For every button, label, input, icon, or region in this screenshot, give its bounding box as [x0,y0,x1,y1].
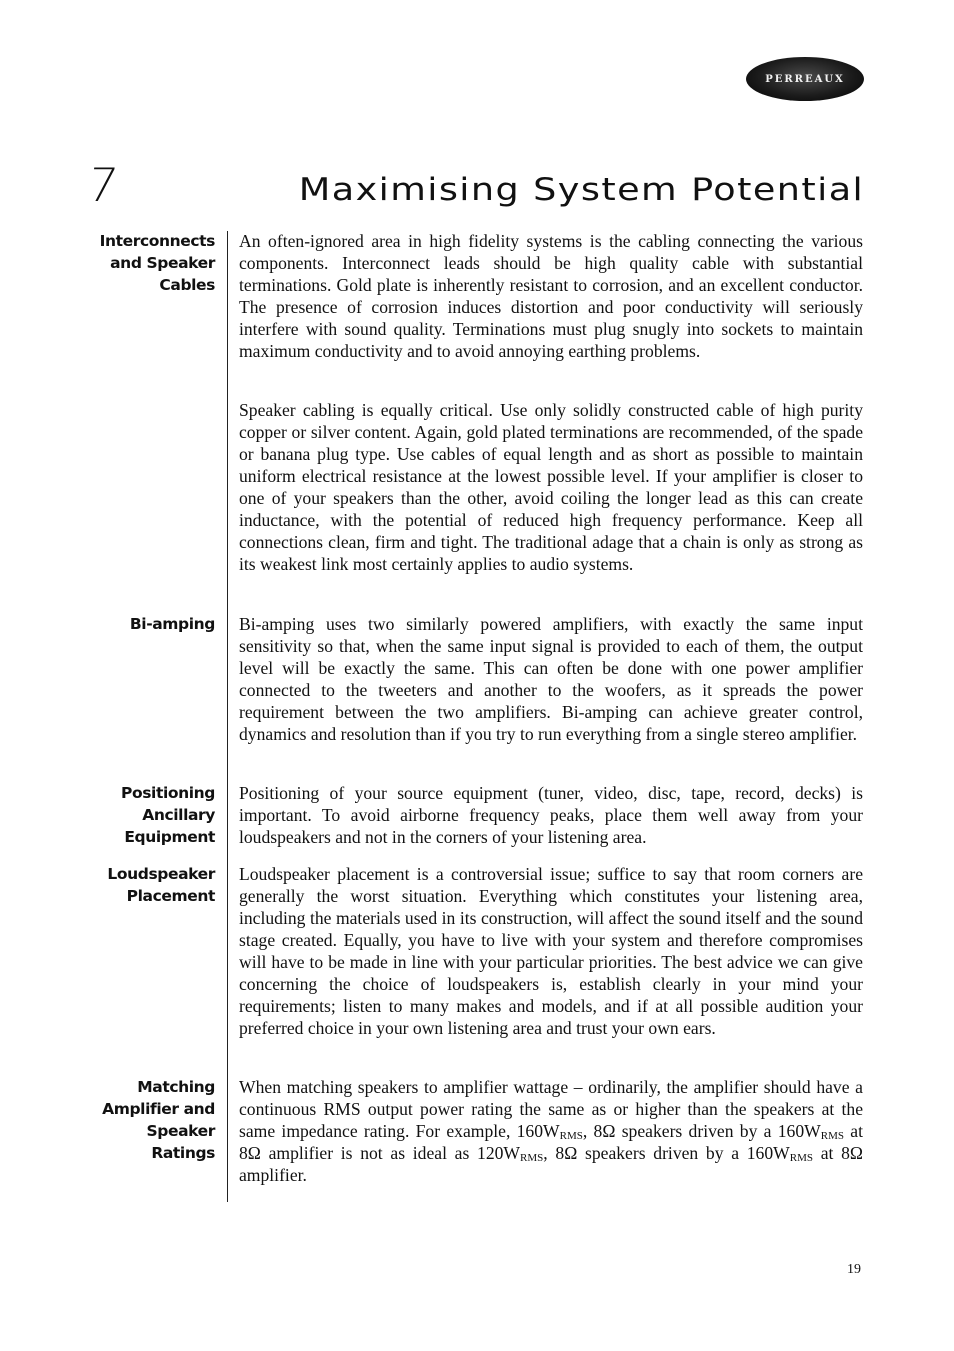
side-heading-line: Amplifier and [102,1100,215,1118]
side-heading-matching [75,1076,215,1164]
paragraph-interconnects: An often-ignored area in high fidelity systems is the cabling connecting the various components. Interconnect leads should be high quality cable with substantial terminations. Gold plate is inherently resistant to corrosion, and an excellent conductor. The presence of corrosion induces distortion and poor conductivity will seriously interfere with sound quality. Terminations must plug snugly into sockets to maintain maximum conductivity and to avoid annoying earthing problems. [239,231,863,361]
side-heading-line: Cables [159,276,215,294]
side-heading-interconnects [75,230,215,296]
side-heading-line: Positioning [121,784,215,802]
text-run: at 8Ω amplifier. [239,1143,863,1185]
side-heading-line: Interconnects [99,232,215,250]
text-run: When matching speakers to amplifier wattage – ordinarily, the amplifier should have a continuous RMS output power rating the same as or higher than the speakers at the same impedance rating. For example, 160W [239,1077,863,1141]
side-heading-line: Ratings [151,1144,215,1162]
perreaux-logo [746,57,864,101]
chapter-title: Maximising System Potential [298,172,864,208]
paragraph-loudspeaker-placement: Loudspeaker placement is a controversial issue; suffice to say that room corners are generally the worst situation. Everything which constitutes your listening area, including the materials used in its construction, will affect the sound itself and the sound stage created. Equally, you have to live with your system and therefore compromises will have to be made in line with your particular priorities. The best advice we can give concerning the choice of loudspeakers is, establish clearly in your mind your requirements; listen to many makes and models, and if at all possible audition your preferred choice in your own listening area and trust your own ears. [239,864,863,1038]
text-run: , 8Ω speakers driven by a 160W [543,1143,790,1163]
rms-subscript: RMS [789,1152,813,1164]
side-heading-line: Loudspeaker [107,865,215,883]
side-heading-positioning [75,782,215,848]
logo-text: PERREAUX [765,73,845,85]
side-heading-line: Equipment [124,828,215,846]
side-heading-line: Placement [126,887,215,905]
paragraph-bi-amping: Bi-amping uses two similarly powered amplifiers, with exactly the same input sensitivity so that, when the same input signal is provided to each of them, the output level will be exactly the same. This can often be done with one power amplifier connected to the tweeters and another to the woofers, as it spreads the power requirement between the two amplifiers. Bi-amping can achieve greater control, dynamics and resolution than if you try to run everything from a single stereo amplifier. [239,614,863,744]
vertical-divider [227,231,228,1202]
paragraph-positioning: Positioning of your source equipment (tuner, video, disc, tape, record, decks) is important. To avoid airborne frequency peaks, place them well away from your loudspeakers and not in the corners of your listening area. [239,783,863,847]
side-heading-line: Bi-amping [129,615,215,633]
text-run: at 8Ω amplifier is not as ideal as 120W [239,1121,863,1163]
paragraph-matching [239,1076,863,1186]
chapter-number: 7 [84,158,122,212]
rms-subscript: RMS [820,1130,844,1142]
paragraph-speaker-cabling: Speaker cabling is equally critical. Use only solidly constructed cable of high purity copper or silver content. Again, gold plated terminations are recommended, of the spade or banana plug type. Use cables of equal length and as short as possible to maintain uniform electrical resistance at the lowest possible level. If your amplifier is closer to one of your speakers than the other, avoid coiling the longer lead as this can create inductance, with the potential of reduced high frequency performance. Keep all connections clean, firm and tight. The traditional adage that a chain is only as strong as its weakest link most certainly applies to audio systems. [239,400,863,574]
rms-subscript: RMS [520,1152,544,1164]
text-run: , 8Ω speakers driven by a 160W [582,1121,821,1141]
side-heading-line: Ancillary [142,806,215,824]
page-number: 19 [847,1262,861,1277]
rms-subscript: RMS [559,1130,583,1142]
side-heading-line: Matching [137,1078,215,1096]
side-heading-bi-amping [75,613,215,635]
side-heading-line: Speaker [146,1122,215,1140]
side-heading-loudspeaker-placement [75,863,215,907]
side-heading-line: and Speaker [110,254,215,272]
